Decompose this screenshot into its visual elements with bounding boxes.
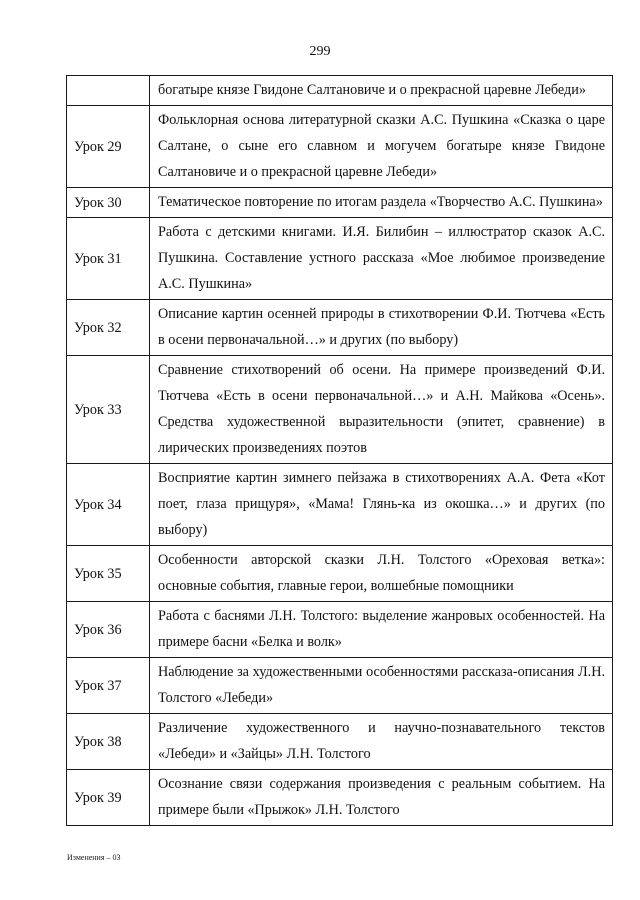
table-row [67, 714, 613, 770]
table-row [67, 300, 613, 356]
lesson-topic-cell: Осознание связи содержания произведения с реальным событием. На примере были «Прыжок» Л.Н. Толстого [150, 770, 613, 826]
table-row [67, 188, 613, 218]
lesson-topic-cell: богатыре князе Гвидоне Салтановиче и о прекрасной царевне Лебеди» [150, 76, 613, 106]
lesson-number-cell: Урок 34 [67, 464, 150, 546]
lesson-number-cell: Урок 36 [67, 602, 150, 658]
lesson-topic-cell: Описание картин осенней природы в стихотворении Ф.И. Тютчева «Есть в осени первоначальной…» и других (по выбору) [150, 300, 613, 356]
table-row [67, 658, 613, 714]
table-row [67, 356, 613, 464]
table-row [67, 602, 613, 658]
lesson-topic-cell: Сравнение стихотворений об осени. На примере произведений Ф.И. Тютчева «Есть в осени первоначальной…» и А.Н. Майкова «Осень». Средства художественной выразительности (эпитет, сравнение) в лирических произведениях поэтов [150, 356, 613, 464]
lesson-number-cell: Урок 38 [67, 714, 150, 770]
table-row [67, 464, 613, 546]
lesson-number-cell: Урок 29 [67, 106, 150, 188]
lesson-number-cell: Урок 35 [67, 546, 150, 602]
lesson-number-cell: Урок 39 [67, 770, 150, 826]
lesson-topic-cell: Работа с детскими книгами. И.Я. Билибин – иллюстратор сказок А.С. Пушкина. Составление устного рассказа «Мое любимое произведение А.С. Пушкина» [150, 218, 613, 300]
lesson-number-cell: Урок 31 [67, 218, 150, 300]
lesson-topic-cell: Фольклорная основа литературной сказки А.С. Пушкина «Сказка о царе Салтане, о сыне его славном и могучем богатыре князе Гвидоне Салтановиче и о прекрасной царевне Лебеди» [150, 106, 613, 188]
lesson-topic-cell: Тематическое повторение по итогам раздела «Творчество А.С. Пушкина» [150, 188, 613, 218]
revision-footer: Изменения – 03 [67, 853, 121, 862]
table-row [67, 218, 613, 300]
lesson-number-cell [67, 76, 150, 106]
lesson-topic-cell: Наблюдение за художественными особенностями рассказа-описания Л.Н. Толстого «Лебеди» [150, 658, 613, 714]
table-row [67, 770, 613, 826]
lesson-number-cell: Урок 32 [67, 300, 150, 356]
lesson-topic-cell: Различение художественного и научно-познавательного текстов «Лебеди» и «Зайцы» Л.Н. Толстого [150, 714, 613, 770]
lesson-topic-cell: Особенности авторской сказки Л.Н. Толстого «Ореховая ветка»: основные события, главные герои, волшебные помощники [150, 546, 613, 602]
lesson-topic-cell: Восприятие картин зимнего пейзажа в стихотворениях А.А. Фета «Кот поет, глаза прищуря», «Мама! Глянь-ка из окошка…» и других (по выбору) [150, 464, 613, 546]
lesson-topic-cell: Работа с баснями Л.Н. Толстого: выделение жанровых особенностей. На примере басни «Белка и волк» [150, 602, 613, 658]
lesson-number-cell: Урок 37 [67, 658, 150, 714]
table-row [67, 76, 613, 106]
page-number: 299 [309, 44, 331, 59]
table-row [67, 106, 613, 188]
lesson-plan-table [66, 75, 613, 826]
lesson-number-cell: Урок 30 [67, 188, 150, 218]
table-row [67, 546, 613, 602]
lesson-number-cell: Урок 33 [67, 356, 150, 464]
